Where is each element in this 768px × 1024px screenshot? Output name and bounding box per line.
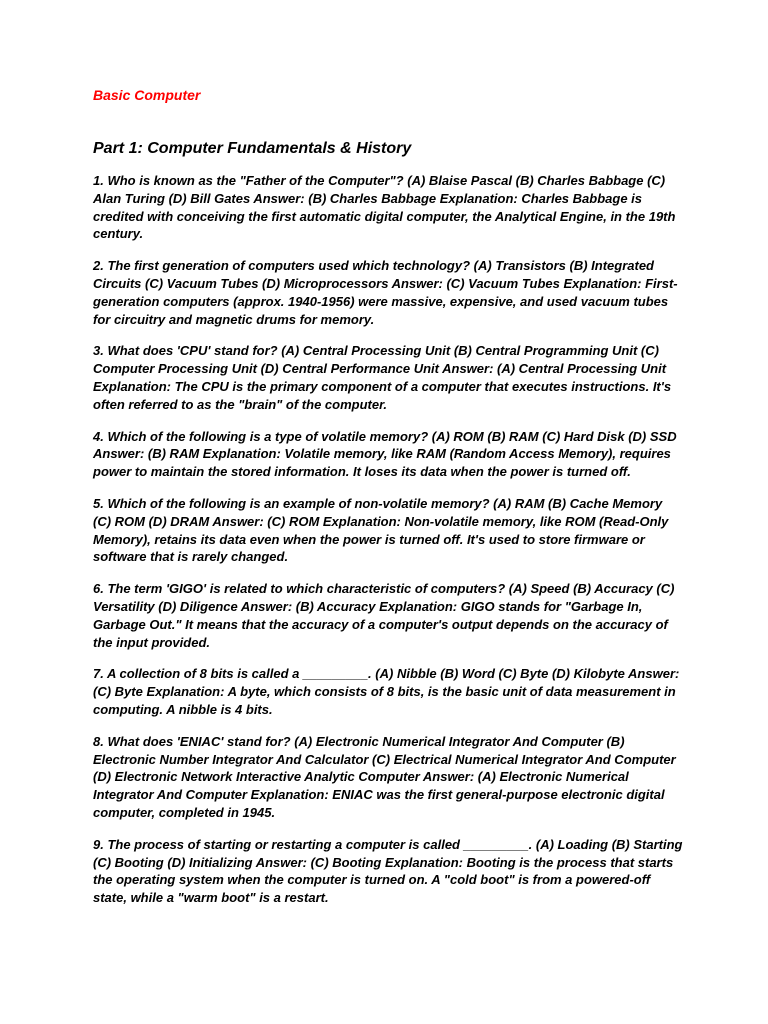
question-item: 8. What does 'ENIAC' stand for? (A) Electronic Numerical Integrator And Computer (B) Electronic Number Integrator And Calculator (C) Electrical Numerical Integrator And Computer (D) Electronic Network Interactive Analytic Computer Answer: (A) Electronic Numerical Integrator And Computer Explanation: ENIAC was the first general-purpose electronic digital computer, completed in 1945.: [93, 733, 676, 820]
document-title: Basic Computer: [93, 87, 201, 103]
question-item: 1. Who is known as the "Father of the Computer"? (A) Blaise Pascal (B) Charles Babbage (C) Alan Turing (D) Bill Gates Answer: (B) Charles Babbage Explanation: Charles Babbage is credited with conceiving the first automatic digital computer, the Analytical Engine, in the 19th century.: [93, 173, 676, 242]
question-list: [93, 172, 683, 907]
question-item: 2. The first generation of computers used which technology? (A) Transistors (B) Integrated Circuits (C) Vacuum Tubes (D) Microprocessors Answer: (C) Vacuum Tubes Explanation: First-generation computers (approx. 1940-1956) were massive, expensive, and used vacuum tubes for circuitry and magnetic drums for memory.: [93, 258, 678, 327]
question-item: 9. The process of starting or restarting a computer is called _________. (A) Loading (B) Starting (C) Booting (D) Initializing Answer: (C) Booting Explanation: Booting is the process that starts the operating system when the computer is turned on. A "cold boot" is from a powered-off state, while a "warm boot" is a restart.: [93, 836, 683, 906]
section-title: Part 1: Computer Fundamentals & History: [93, 140, 412, 157]
document-page: [93, 86, 683, 921]
question-item: 4. Which of the following is a type of volatile memory? (A) ROM (B) RAM (C) Hard Disk (D) SSD Answer: (B) RAM Explanation: Volatile memory, like RAM (Random Access Memory), requires power to maintain the stored information. It loses its data when the power is turned off.: [93, 428, 677, 480]
question-item: 5. Which of the following is an example of non-volatile memory? (A) RAM (B) Cache Memory (C) ROM (D) DRAM Answer: (C) ROM Explanation: Non-volatile memory, like ROM (Read-Only Memory), retains its data even when the power is turned off. It's used to store firmware or software that is rarely changed.: [93, 495, 669, 565]
question-item: 6. The term 'GIGO' is related to which characteristic of computers? (A) Speed (B) Accuracy (C) Versatility (D) Diligence Answer: (B) Accuracy Explanation: GIGO stands for "Garbage In, Garbage Out." It means that the accuracy of a computer's output depends on the accuracy of the input provided.: [93, 581, 675, 650]
question-item: 3. What does 'CPU' stand for? (A) Central Processing Unit (B) Central Programming Unit (C) Computer Processing Unit (D) Central Performance Unit Answer: (A) Central Processing Unit Explanation: The CPU is the primary component of a computer that executes instructions. It's often referred to as the "brain" of the computer.: [93, 343, 672, 412]
question-item: 7. A collection of 8 bits is called a _________. (A) Nibble (B) Word (C) Byte (D) Kilobyte Answer: (C) Byte Explanation: A byte, which consists of 8 bits, is the basic unit of data measurement in computing. A nibble is 4 bits.: [93, 666, 680, 717]
